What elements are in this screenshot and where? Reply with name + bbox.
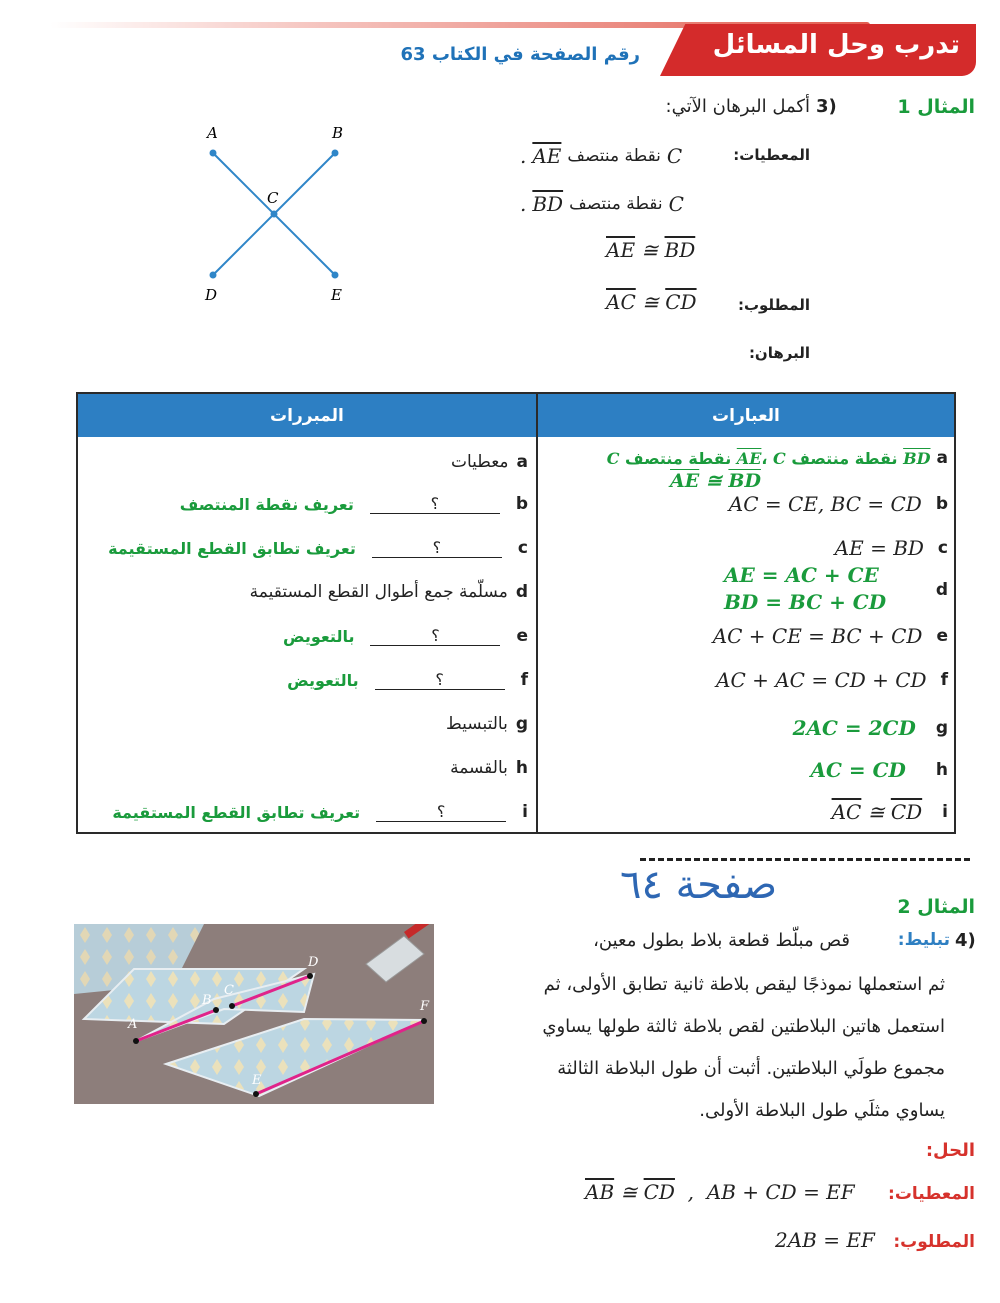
reason-row-g bbox=[446, 702, 528, 746]
reason-a-text: معطيات bbox=[450, 452, 509, 472]
point-c bbox=[271, 211, 278, 218]
statement-f-text: AC + AC = CD + CD bbox=[716, 668, 927, 692]
given-line-1: . $\overline{AE}$ نقطة منتصف C bbox=[520, 144, 683, 168]
reason-a-letter: a bbox=[516, 452, 528, 472]
reason-h-text: بالقسمة bbox=[450, 758, 508, 778]
label-a: A bbox=[207, 124, 218, 142]
book-page-reference: رقم الصفحة في الكتاب 63 bbox=[400, 44, 640, 65]
statements-column bbox=[540, 436, 954, 834]
point-a bbox=[210, 150, 217, 157]
reasons-column bbox=[78, 436, 536, 834]
photo-label-b: B bbox=[202, 993, 212, 1008]
reason-row-i bbox=[112, 790, 528, 834]
proof-label: البرهان: bbox=[748, 344, 810, 362]
given-line-3: $\overline{AE}$ ≅ $\overline{BD}$ bbox=[606, 238, 696, 262]
reason-row-h bbox=[450, 746, 528, 790]
given-line-2-text: نقطة منتصف bbox=[569, 194, 663, 214]
question-4-number: 4) bbox=[955, 930, 976, 951]
solution-given-label: المعطيات: bbox=[888, 1184, 975, 1204]
solution-given: $\overline{AB}$ ≅ $\overline{CD}$ , AB + CD = EF bbox=[585, 1180, 855, 1204]
reason-c-blank: ؟ bbox=[372, 538, 502, 558]
reason-c-letter: c bbox=[517, 538, 528, 558]
point-b bbox=[332, 150, 339, 157]
reason-f-blank: ؟ bbox=[375, 670, 505, 690]
statement-i-letter: i bbox=[942, 802, 948, 822]
required-label: المطلوب: bbox=[737, 296, 810, 314]
question-3-number: 3) bbox=[816, 96, 837, 117]
statement-row-b bbox=[729, 482, 948, 526]
section-divider bbox=[640, 858, 970, 861]
crossing-segments-figure bbox=[190, 120, 360, 310]
statement-c-text: AE = BD bbox=[834, 536, 924, 560]
tiling-photo bbox=[74, 924, 434, 1104]
reason-g-letter: g bbox=[515, 714, 528, 734]
tiling-illustration bbox=[74, 924, 434, 1104]
reason-d-text: مسلّمة جمع أطوال القطع المستقيمة bbox=[249, 582, 508, 602]
statement-a-text: C نقطة منتصف AE، C نقطة منتصف BD bbox=[606, 448, 931, 468]
reason-row-b bbox=[180, 482, 528, 526]
photo-label-c: C bbox=[224, 983, 234, 998]
reason-e-blank: ؟ bbox=[370, 626, 500, 646]
statement-row-i bbox=[832, 790, 948, 834]
statement-row-e bbox=[713, 614, 948, 658]
statement-b-text: AC = CE, BC = CD bbox=[728, 492, 922, 516]
reason-h-letter: h bbox=[515, 758, 528, 778]
given-line-1-point: C bbox=[666, 144, 683, 168]
question-4-line-4: مجموع طولَي البلاطتين. أثبت أن طول البلاطة الثالثة bbox=[557, 1058, 945, 1079]
statement-d-line-1: AE = AC + CE bbox=[724, 563, 879, 587]
question-4-line-3: استعمل هاتين البلاطتين لقص بلاطة ثالثة طولها يساوي bbox=[542, 1016, 945, 1037]
question-4-topic: تبليط: bbox=[897, 930, 950, 950]
reason-e-answer: بالتعويض bbox=[283, 626, 355, 646]
statement-h-text: AC = CD bbox=[810, 758, 906, 782]
statement-c-letter: c bbox=[937, 538, 948, 558]
photo-label-a: A bbox=[128, 1017, 138, 1032]
label-c: C bbox=[267, 189, 279, 207]
reason-b-letter: b bbox=[515, 494, 528, 514]
statement-g-text: 2AC = 2CD bbox=[792, 716, 916, 740]
statement-e-letter: e bbox=[936, 626, 948, 646]
reason-f-answer: بالتعويض bbox=[287, 670, 359, 690]
given-line-1-segment: $\overline{AE}$ bbox=[532, 144, 562, 168]
reason-b-answer: تعريف نقطة المنتصف bbox=[179, 494, 354, 514]
solution-required: 2AB = EF bbox=[775, 1228, 875, 1252]
label-d: D bbox=[205, 286, 218, 304]
given-line-2: . $\overline{BD}$ نقطة منتصف C bbox=[520, 192, 684, 216]
statement-row-f bbox=[716, 658, 948, 702]
statement-d-line-2: BD = BC + CD bbox=[724, 590, 887, 614]
reason-i-letter: i bbox=[522, 802, 528, 822]
photo-label-d: D bbox=[308, 955, 319, 970]
reason-row-d bbox=[250, 570, 528, 614]
reasons-header: المبررات bbox=[77, 393, 537, 437]
photo-label-f: F bbox=[420, 999, 430, 1014]
given-line-2-segment: $\overline{BD}$ bbox=[532, 192, 564, 216]
question-4-line-5: يساوي مثلَي طول البلاطة الأولى. bbox=[699, 1100, 945, 1121]
reason-g-text: بالتبسيط bbox=[446, 714, 508, 734]
statement-d-text bbox=[724, 562, 886, 616]
reason-row-e bbox=[283, 614, 528, 658]
question-4-line-1: قص مبلّط قطعة بلاط بطول معين، bbox=[593, 930, 850, 951]
statement-row-h bbox=[811, 748, 949, 792]
reason-row-c bbox=[108, 526, 528, 570]
statement-h-letter: h bbox=[935, 760, 948, 780]
statements-header: العبارات bbox=[537, 393, 955, 437]
statement-a-letter: a bbox=[936, 448, 948, 468]
statement-d-letter: d bbox=[935, 580, 948, 600]
statement-e-text: AC + CE = BC + CD bbox=[712, 624, 923, 648]
reason-row-a bbox=[451, 440, 528, 484]
statement-f-letter: f bbox=[940, 670, 948, 690]
reason-row-f bbox=[287, 658, 528, 702]
label-b: B bbox=[332, 124, 344, 142]
solution-label: الحل: bbox=[925, 1140, 975, 1161]
reason-i-blank: ؟ bbox=[376, 802, 506, 822]
statement-a-congruence: $\overline{AE}$ ≅ $\overline{BD}$ bbox=[670, 470, 761, 492]
reason-d-letter: d bbox=[515, 582, 528, 602]
reason-e-letter: e bbox=[516, 626, 528, 646]
photo-label-e: E bbox=[252, 1073, 262, 1088]
given-line-1-text: نقطة منتصف bbox=[567, 146, 661, 166]
required-statement: $\overline{AC}$ ≅ $\overline{CD}$ bbox=[606, 290, 697, 314]
given-label: المعطيات: bbox=[733, 146, 810, 164]
statement-i-text: $\overline{AC}$ ≅ $\overline{CD}$ bbox=[831, 800, 923, 824]
example-1-label: المثال 1 bbox=[897, 96, 975, 118]
question-3-prompt: أكمل البرهان الآتي: bbox=[665, 96, 810, 117]
page-marker: صفحة ٦٤ bbox=[620, 862, 778, 908]
reason-i-answer: تعريف تطابق القطع المستقيمة bbox=[112, 802, 361, 822]
solution-required-label: المطلوب: bbox=[893, 1232, 975, 1252]
reason-f-letter: f bbox=[520, 670, 528, 690]
banner-title: تدرب وحل المسائل bbox=[712, 30, 960, 60]
point-e bbox=[332, 272, 339, 279]
label-e: E bbox=[331, 286, 342, 304]
statement-b-letter: b bbox=[935, 494, 948, 514]
statement-g-letter: g bbox=[935, 718, 948, 738]
reason-b-blank: ؟ bbox=[370, 494, 500, 514]
statement-row-g bbox=[793, 706, 948, 750]
point-d bbox=[210, 272, 217, 279]
reason-c-answer: تعريف تطابق القطع المستقيمة bbox=[108, 538, 356, 558]
question-4-line-2: ثم استعملها نموذجًا ليقص بلاطة ثانية تطابق الأولى، ثم bbox=[543, 974, 945, 995]
example-2-label: المثال 2 bbox=[897, 896, 975, 918]
given-line-2-point: C bbox=[668, 192, 684, 216]
